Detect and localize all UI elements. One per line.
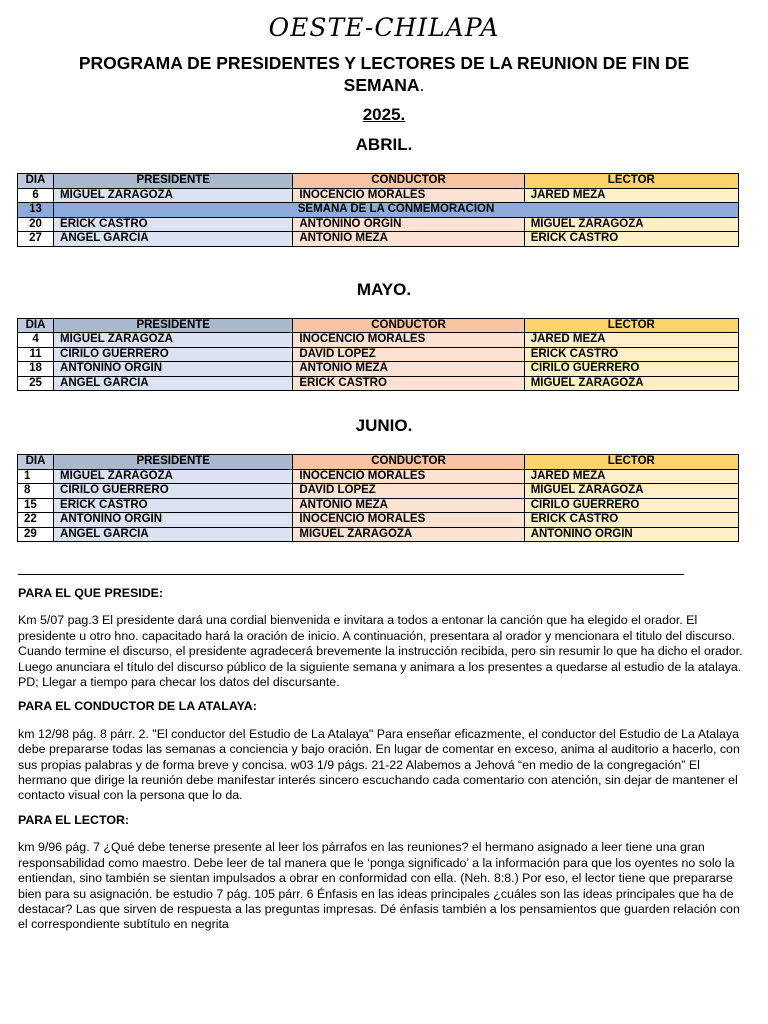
column-header-conductor: CONDUCTOR [293,455,524,470]
separator-line [18,574,684,575]
cell-dia: 27 [18,232,54,247]
cell-lector: JARED MEZA [524,188,738,203]
congregation-title: OESTE-CHILAPA [268,13,500,42]
section-text-lector: km 9/96 pág. 7 ¿Qué debe tenerse presente al leer los párrafos en las reuniones? el hermano asignado a leer tiene una gran responsabilidad como maestro. Debe leer de tal manera que le ‘ponga significado’ a la información para que los oyentes no solo la entiendan, sino también se sientan impulsados a obrar en conformidad con ella. (Neh. 8:8.) Por eso, el lector tiene que prepararse bien para su asignación. be estudio 7 pág. 105 párr. 6 Énfasis en las ideas principales ¿cuáles son las ideas principales que ha de destacar? Las que sirven de respuesta a las preguntas impresas. Dé énfasis también a los pensamientos que guarden relación con el correspondiente subtítulo en negrita [18,840,740,932]
cell-dia: 1 [18,469,54,484]
cell-dia: 22 [18,513,54,528]
program-subtitle-dot: . [419,75,425,95]
cell-dia: 11 [18,347,54,362]
cell-conductor: ANTONINO ORGIN [293,217,524,232]
schedule-table-abril [17,173,739,247]
section-text-preside: Km 5/07 pag.3 El presidente dará una cordial bienvenida e invitara a todos a entonar la canción que ha elegido el orador. El presidente u otro hno. capacitado hará la oración de inicio. A continuación, presentara al orador y mencionara el titulo del discurso. Cuando termine el discurso, el presidente agradecerá brevemente la instrucción recibida, pero sin resumir lo que ha dicho el orador. Luego anunciara el título del discurso público de la siguiente semana y animara a los presentes a quedarse al estudio de la atalaya. PD; Llegar a tiempo para checar los datos del discursante. [18,613,743,690]
section-text-conductor: km 12/98 pág. 8 párr. 2. "El conductor del Estudio de La Atalaya" Para enseñar eficazmente, el conductor del Estudio de La Atalaya debe prepararse todas las semanas a conciencia y bajo oración. En lugar de comentar en exceso, anima al auditorio a hacerlo, con sus propias palabras y de forma breve y concisa. w03 1/9 págs. 21-22 Alabemos a Jehová “en medio de la congregación” El hermano que dirige la reunión debe manifestar interés sincero escuchando cada comentario con atención, sin dejar de mantener el contacto visual con la persona que lo da. [18,726,740,803]
cell-presidente: MIGUEL ZARAGOZA [54,469,293,484]
cell-lector: JARED MEZA [524,333,738,348]
column-header-dia: DIA [18,174,54,189]
cell-presidente: CIRILO GUERRERO [54,484,293,499]
cell-presidente: ANTONINO ORGIN [54,362,293,377]
cell-presidente: MIGUEL ZARAGOZA [54,333,293,348]
cell-lector: MIGUEL ZARAGOZA [524,217,738,232]
cell-presidente: ANGEL GARCIA [54,527,293,542]
column-header-lector: LECTOR [524,455,738,470]
cell-presidente: ERICK CASTRO [54,498,293,513]
cell-lector: CIRILO GUERRERO [524,362,738,377]
cell-conductor: INOCENCIO MORALES [293,333,524,348]
table-row-event [18,203,739,218]
program-subtitle [40,52,728,96]
cell-event: SEMANA DE LA CONMEMORACION [54,203,739,218]
cell-presidente: ANGEL GARCIA [54,376,293,391]
month-heading-mayo: MAYO. [356,279,412,299]
section-heading-conductor: PARA EL CONDUCTOR DE LA ATALAYA: [18,699,257,714]
cell-conductor: MIGUEL ZARAGOZA [293,527,524,542]
month-heading-abril: ABRIL. [355,135,413,154]
table-row [18,347,739,362]
cell-lector: MIGUEL ZARAGOZA [524,484,738,499]
cell-conductor: DAVID LOPEZ [293,347,524,362]
section-heading-lector: PARA EL LECTOR: [18,812,130,827]
cell-conductor: ANTONIO MEZA [293,232,524,247]
cell-conductor: ANTONIO MEZA [293,498,524,513]
table-row [18,484,739,499]
cell-lector: JARED MEZA [524,469,738,484]
table-row [18,498,739,513]
table-row [18,362,739,377]
column-header-presidente: PRESIDENTE [54,318,293,333]
cell-dia: 8 [18,484,54,499]
instructions-section [18,586,746,942]
cell-lector: ERICK CASTRO [524,513,738,528]
cell-presidente: CIRILO GUERRERO [54,347,293,362]
table-header-row [18,174,739,189]
cell-dia: 6 [18,188,54,203]
cell-presidente: ANTONINO ORGIN [54,513,293,528]
cell-conductor: INOCENCIO MORALES [293,513,524,528]
column-header-dia: DIA [18,318,54,333]
cell-presidente: ANGEL GARCIA [54,232,293,247]
cell-presidente: MIGUEL ZARAGOZA [54,188,293,203]
cell-dia: 4 [18,333,54,348]
table-row [18,376,739,391]
column-header-lector: LECTOR [524,318,738,333]
cell-dia: 13 [18,203,54,218]
cell-conductor: ERICK CASTRO [293,376,524,391]
cell-dia: 15 [18,498,54,513]
cell-lector: MIGUEL ZARAGOZA [524,376,738,391]
section-heading-preside: PARA EL QUE PRESIDE: [18,586,164,600]
cell-lector: ERICK CASTRO [524,232,738,247]
column-header-dia: DIA [18,455,54,470]
cell-dia: 25 [18,376,54,391]
table-header-row [18,318,739,333]
table-row [18,469,739,484]
cell-conductor: ANTONIO MEZA [293,362,524,377]
table-row [18,333,739,348]
cell-dia: 29 [18,527,54,542]
column-header-conductor: CONDUCTOR [293,174,524,189]
table-row [18,232,739,247]
table-header-row [18,455,739,470]
cell-presidente: ERICK CASTRO [54,217,293,232]
cell-conductor: INOCENCIO MORALES [293,469,524,484]
schedule-table-mayo [17,318,739,392]
month-heading-junio: JUNIO. [355,416,413,435]
cell-lector: ERICK CASTRO [524,347,738,362]
cell-conductor: DAVID LOPEZ [293,484,524,499]
program-year: 2025. [362,105,406,124]
column-header-lector: LECTOR [524,174,738,189]
cell-lector: CIRILO GUERRERO [524,498,738,513]
column-header-presidente: PRESIDENTE [54,455,293,470]
cell-lector: ANTONINO ORGIN [524,527,738,542]
column-header-presidente: PRESIDENTE [54,174,293,189]
table-row [18,527,739,542]
table-row [18,188,739,203]
cell-conductor: INOCENCIO MORALES [293,188,524,203]
column-header-conductor: CONDUCTOR [293,318,524,333]
table-row [18,513,739,528]
program-subtitle-text: PROGRAMA DE PRESIDENTES Y LECTORES DE LA REUNION DE FIN DE SEMANA [78,53,690,95]
schedule-table-junio [17,454,739,542]
cell-dia: 20 [18,217,54,232]
table-row [18,217,739,232]
cell-dia: 18 [18,362,54,377]
